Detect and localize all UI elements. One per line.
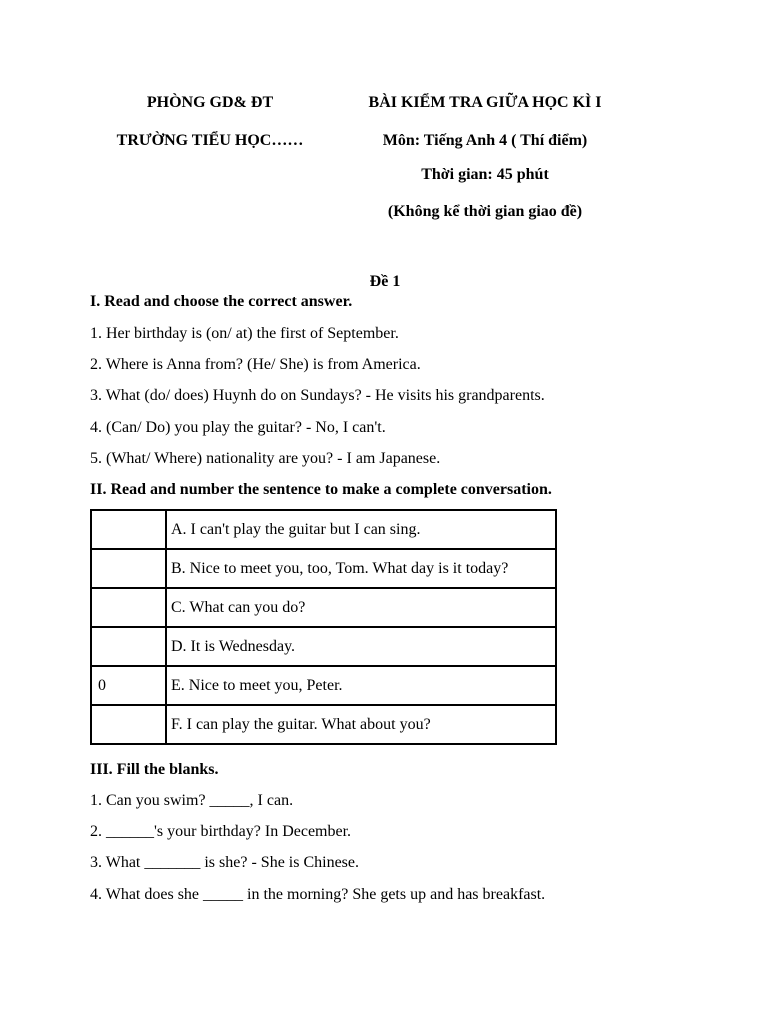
order-cell[interactable]: 0 [91, 666, 166, 705]
table-row [91, 666, 556, 705]
sentence-cell: F. I can play the guitar. What about you? [166, 705, 556, 744]
section1-title: I. Read and choose the correct answer. [90, 293, 353, 310]
section3-item: 4. What does she _____ in the morning? She gets up and has breakfast. [90, 886, 546, 903]
conversation-table [90, 509, 557, 745]
exam-label: Đề 1 [369, 273, 401, 290]
section3-item: 3. What _______ is she? - She is Chinese. [90, 854, 360, 871]
section2-title: II. Read and number the sentence to make a complete conversation. [90, 481, 552, 498]
order-cell[interactable] [91, 588, 166, 627]
table-row [91, 588, 556, 627]
section1-item: 1. Her birthday is (on/ at) the first of September. [90, 325, 399, 342]
section1-item: 3. What (do/ does) Huynh do on Sundays? - He visits his grandparents. [90, 387, 545, 404]
test-title: BÀI KIỂM TRA GIỮA HỌC KÌ I [368, 94, 602, 111]
table-row [91, 510, 556, 549]
sentence-cell: C. What can you do? [166, 588, 556, 627]
section3-item: 1. Can you swim? _____, I can. [90, 792, 294, 809]
section1-item: 5. (What/ Where) nationality are you? - I am Japanese. [90, 450, 441, 467]
school-name: TRƯỜNG TIỂU HỌC…… [116, 132, 304, 149]
order-cell[interactable] [91, 510, 166, 549]
department-name: PHÒNG GD& ĐT [146, 94, 274, 111]
order-cell[interactable] [91, 627, 166, 666]
sentence-cell: E. Nice to meet you, Peter. [166, 666, 556, 705]
order-cell[interactable] [91, 705, 166, 744]
table-row [91, 705, 556, 744]
section3-title: III. Fill the blanks. [90, 761, 219, 778]
sentence-cell: A. I can't play the guitar but I can sing. [166, 510, 556, 549]
section3-item: 2. ______'s your birthday? In December. [90, 823, 352, 840]
table-row [91, 549, 556, 588]
time-line: Thời gian: 45 phút [421, 166, 549, 183]
table-row [91, 627, 556, 666]
order-cell[interactable] [91, 549, 166, 588]
section1-item: 4. (Can/ Do) you play the guitar? - No, I can't. [90, 419, 386, 436]
sentence-cell: D. It is Wednesday. [166, 627, 556, 666]
section1-item: 2. Where is Anna from? (He/ She) is from America. [90, 356, 421, 373]
subject-line: Môn: Tiếng Anh 4 ( Thí điểm) [382, 132, 588, 149]
time-note: (Không kể thời gian giao đề) [387, 203, 583, 220]
sentence-cell: B. Nice to meet you, too, Tom. What day is it today? [166, 549, 556, 588]
